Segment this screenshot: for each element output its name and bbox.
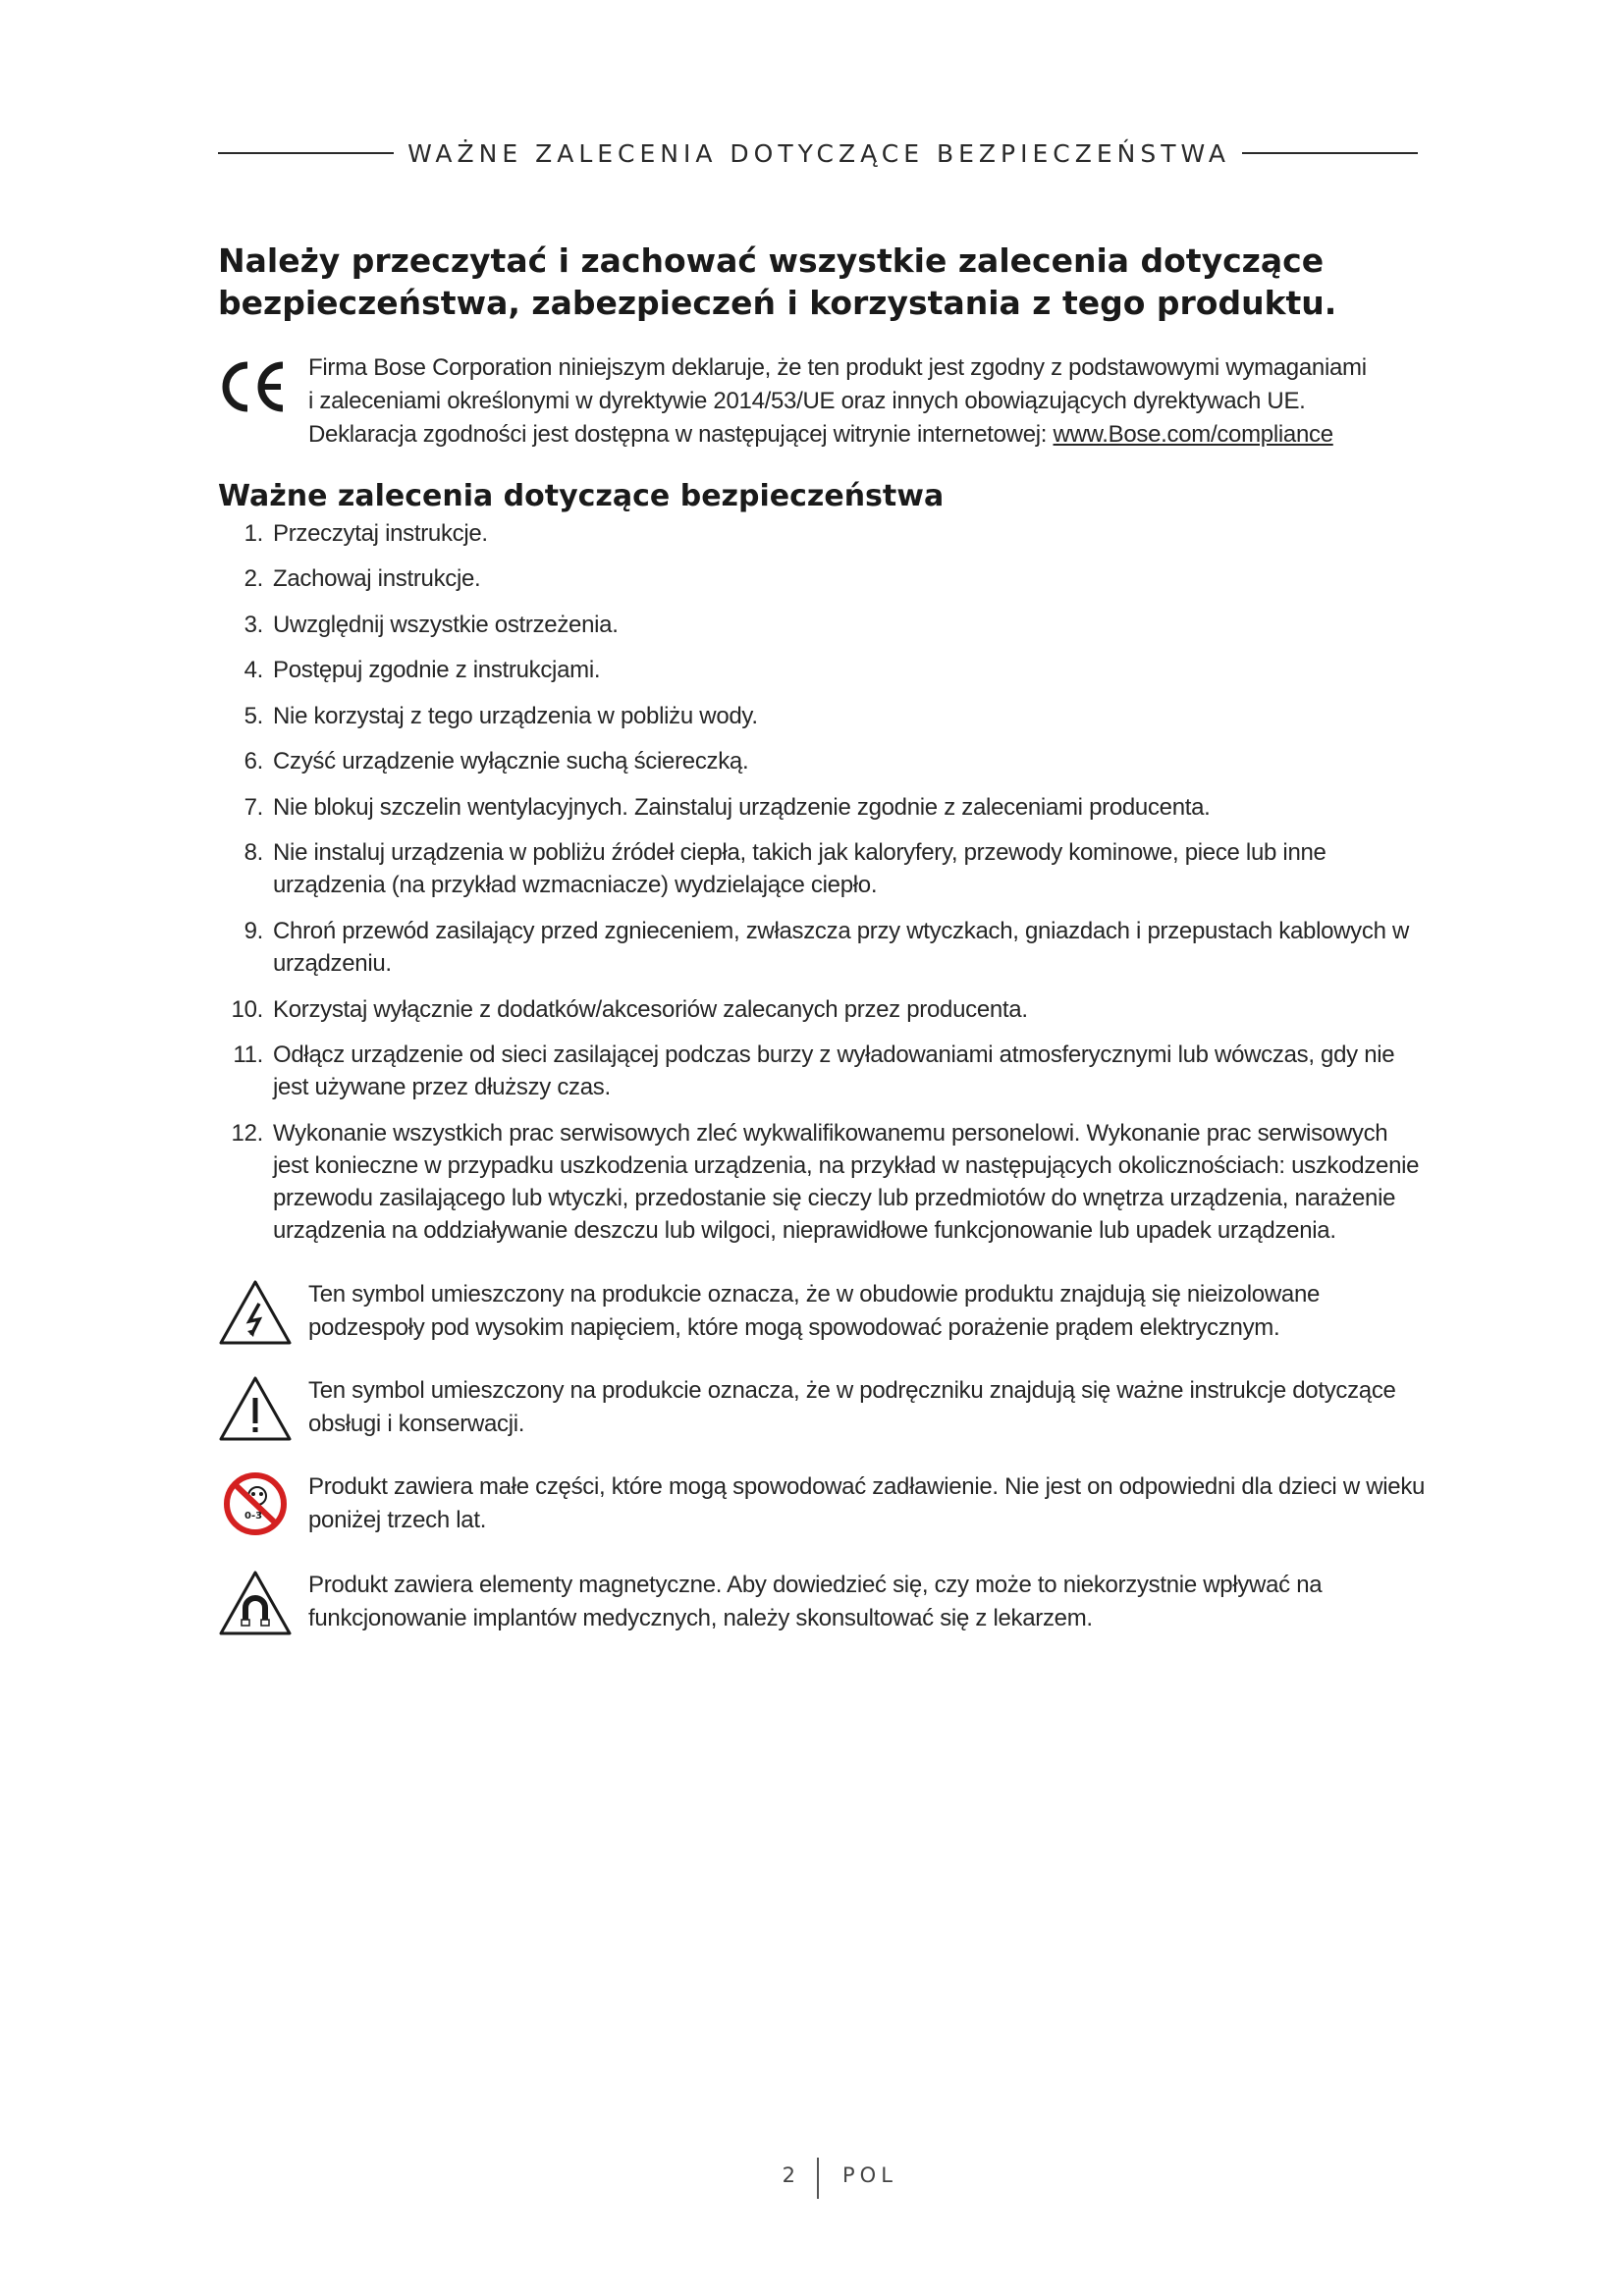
magnet-warning-icon — [218, 1569, 293, 1637]
list-item-number: 6. — [244, 748, 263, 774]
list-item-text: Wykonanie wszystkich prac serwisowych zleć wykwalifikowanemu personelowi. Wykonanie prac serwisowych jest konieczne w przypadku uszkodzenia urządzenia, na przykład w następujących okolicznościach: uszkodzenie przewodu zasilającego lub wtyczki, przedostanie się cieczy lub przedmiotów do wnętrza urządzenia, narażenie urządzenia na oddziaływanie deszczu lub wilgoci, nieprawidłowe funkcjonowanie lub upadek urządzenia. — [273, 1120, 1420, 1244]
ce-line1: Firma Bose Corporation niniejszym deklaruje, że ten produkt jest zgodny z podstawowymi wymaganiami — [308, 354, 1367, 381]
list-item-number: 7. — [244, 794, 263, 821]
compliance-link[interactable]: www.Bose.com/compliance — [1053, 421, 1333, 448]
list-item — [218, 517, 1426, 550]
ce-line3 — [308, 418, 1428, 452]
list-item-number: 5. — [244, 703, 263, 729]
ce-line2: i zaleceniami określonymi w dyrektywie 2014/53/UE oraz innych obowiązujących dyrektywach UE. — [308, 388, 1306, 414]
list-item-number: 11. — [233, 1041, 263, 1068]
list-item — [218, 609, 1426, 641]
symbol-text: Ten symbol umieszczony na produkcie oznacza, że w podręczniku znajdują się ważne instrukcje dotyczące obsługi i konserwacji. — [308, 1377, 1396, 1437]
list-item-text: Nie instaluj urządzenia w pobliżu źródeł ciepła, takich jak kaloryfery, przewody kominowe, piece lub inne urządzenia (na przykład wzmacniacze) wydzielające ciepło. — [273, 839, 1326, 898]
ce-declaration-text — [308, 351, 1428, 452]
list-item — [218, 836, 1426, 901]
small-parts-choking-icon — [218, 1470, 293, 1539]
list-item-text: Postępuj zgodnie z instrukcjami. — [273, 657, 601, 683]
footer-divider — [817, 2158, 819, 2199]
list-item-number: 1. — [244, 520, 263, 547]
symbol-text: Produkt zawiera małe części, które mogą spowodować zadławienie. Nie jest on odpowiedni dla dzieci w wieku poniżej trzech lat. — [308, 1473, 1426, 1533]
list-item — [218, 654, 1426, 686]
high-voltage-warning-icon — [218, 1278, 293, 1347]
list-item-text: Czyść urządzenie wyłącznie suchą ściereczką. — [273, 748, 749, 774]
list-item — [218, 1039, 1426, 1103]
list-item-number: 3. — [244, 612, 263, 638]
ce-line3-prefix: Deklaracja zgodności jest dostępna w następującej witrynie internetowej: — [308, 421, 1054, 448]
page-header — [218, 133, 1418, 173]
symbol-text: Ten symbol umieszczony na produkcie oznacza, że w obudowie produktu znajdują się nieizolowane podzespoły pod wysokim napięciem, które mogą spowodować porażenie prądem elektrycznym. — [308, 1281, 1321, 1341]
ce-mark-icon — [218, 357, 287, 416]
list-item — [218, 562, 1426, 595]
list-item — [218, 700, 1426, 732]
intro-heading — [218, 240, 1396, 324]
header-title: WAŻNE ZALECENIA DOTYCZĄCE BEZPIECZEŃSTWA — [407, 138, 1230, 168]
list-item-text: Chroń przewód zasilający przed zgnieceniem, zwłaszcza przy wtyczkach, gniazdach i przepustach kablowych w urządzeniu. — [273, 918, 1410, 977]
list-item-text: Nie korzystaj z tego urządzenia w pobliżu wody. — [273, 703, 758, 729]
list-item-number: 12. — [231, 1120, 263, 1147]
list-item-text: Korzystaj wyłącznie z dodatków/akcesoriów zalecanych przez producenta. — [273, 996, 1028, 1023]
intro-heading-line2: bezpieczeństwa, zabezpieczeń i korzystania z tego produktu. — [218, 284, 1337, 322]
list-item — [218, 993, 1426, 1026]
header-rule-left — [218, 152, 394, 154]
page-footer — [0, 2158, 1624, 2197]
exclamation-warning-icon — [218, 1374, 293, 1443]
list-item — [218, 1117, 1426, 1247]
list-item-text: Odłącz urządzenie od sieci zasilającej podczas burzy z wyładowaniami atmosferycznymi lub wówczas, gdy nie jest używane przez dłuższy czas. — [273, 1041, 1395, 1100]
list-item-number: 10. — [231, 996, 263, 1023]
list-item-text: Nie blokuj szczelin wentylacyjnych. Zainstaluj urządzenie zgodnie z zaleceniami producenta. — [273, 794, 1211, 821]
list-item-text: Przeczytaj instrukcje. — [273, 520, 488, 547]
language-code: POL — [842, 2163, 897, 2187]
list-item — [218, 791, 1426, 824]
list-item-number: 4. — [244, 657, 263, 683]
age-label: 0-3 — [244, 1511, 263, 1522]
list-item-number: 9. — [244, 918, 263, 944]
list-item-number: 8. — [244, 839, 263, 866]
list-item-text: Uwzględnij wszystkie ostrzeżenia. — [273, 612, 619, 638]
page-number: 2 — [782, 2163, 799, 2187]
header-rule-right — [1242, 152, 1418, 154]
section-heading: Ważne zalecenia dotyczące bezpieczeństwa — [218, 479, 945, 513]
list-item-number: 2. — [244, 565, 263, 592]
list-item — [218, 915, 1426, 980]
symbol-text: Produkt zawiera elementy magnetyczne. Aby dowiedzieć się, czy może to niekorzystnie wpływać na funkcjonowanie implantów medycznych, należy skonsultować się z lekarzem. — [308, 1572, 1323, 1631]
list-item — [218, 745, 1426, 777]
intro-heading-line1: Należy przeczytać i zachować wszystkie zalecenia dotyczące — [218, 241, 1325, 280]
list-item-text: Zachowaj instrukcje. — [273, 565, 481, 592]
